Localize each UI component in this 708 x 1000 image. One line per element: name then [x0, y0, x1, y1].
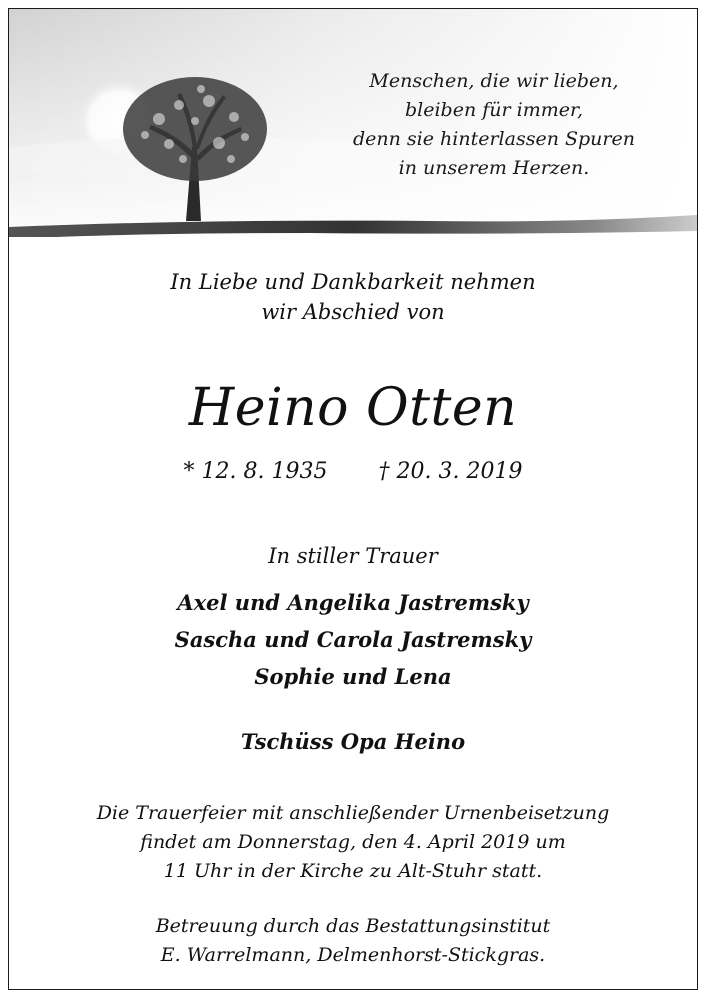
header-image-area: [9, 9, 697, 249]
mourners-list: [9, 584, 697, 695]
deceased-name: Heino Otten: [188, 378, 518, 438]
intro-line: In Liebe und Dankbarkeit nehmen: [170, 270, 536, 294]
death-date: † 20. 3. 2019: [378, 459, 523, 484]
mourner-name: Axel und Angelika Jastremsky: [177, 590, 529, 615]
undertaker-line: Betreuung durch das Bestattungsinstitut: [155, 915, 551, 937]
mourner-name: Sophie und Lena: [254, 664, 452, 689]
undertaker-note: [9, 912, 697, 970]
quote-line: bleiben für immer,: [404, 99, 584, 121]
quote-line: in unserem Herzen.: [398, 157, 590, 179]
service-details: [9, 799, 697, 886]
service-line: findet am Donnerstag, den 4. April 2019 um: [140, 831, 566, 853]
quote-line: Menschen, die wir lieben,: [369, 70, 619, 92]
obituary-frame: [8, 8, 698, 990]
life-dates: [9, 457, 697, 487]
service-line: 11 Uhr in der Kirche zu Alt-Stuhr statt.: [163, 860, 543, 882]
quote-line: denn sie hinterlassen Spuren: [353, 128, 635, 150]
undertaker-line: E. Warrelmann, Delmenhorst-Stickgras.: [160, 944, 546, 966]
birth-date: * 12. 8. 1935: [183, 459, 328, 484]
memorial-quote: [299, 67, 689, 183]
mourner-name: Sascha und Carola Jastremsky: [174, 627, 532, 652]
intro-text: [9, 267, 697, 327]
farewell-line: Tschüss Opa Heino: [240, 729, 466, 754]
mourning-heading: In stiller Trauer: [268, 544, 438, 568]
service-line: Die Trauerfeier mit anschließender Urnenbeisetzung: [96, 802, 610, 824]
intro-line: wir Abschied von: [261, 300, 445, 324]
